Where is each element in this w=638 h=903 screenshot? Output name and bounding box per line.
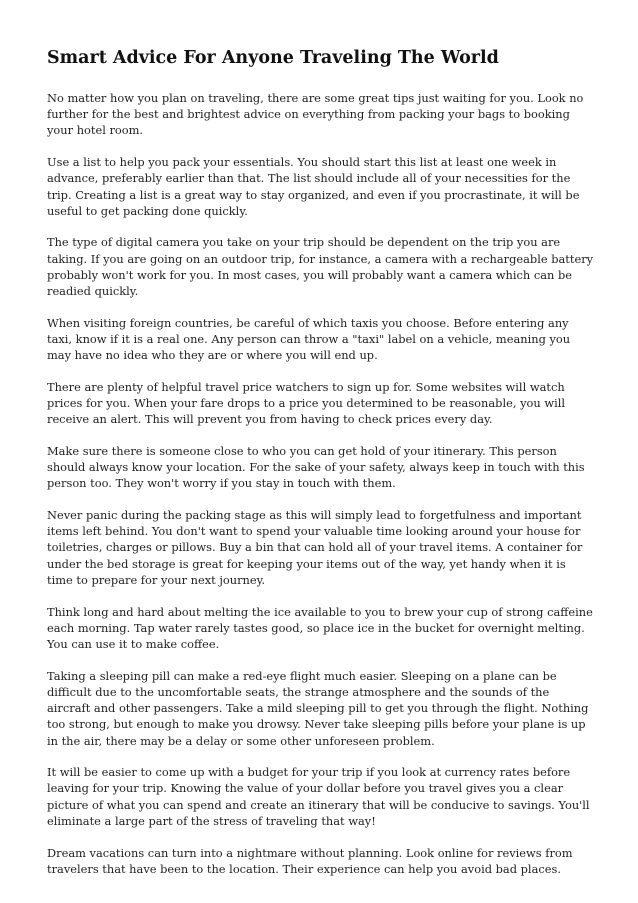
paragraph: There are plenty of helpful travel price watchers to sign up for. Some websites will watch prices for you. When your fare drops to a price you determined to be reasonable, you will receive an alert. This will prevent you from having to check prices every day. [47, 379, 566, 427]
paragraph: The type of digital camera you take on your trip should be dependent on the trip you are taking. If you are going on an outdoor trip, for instance, a camera with a rechargeable battery probably won't work for you. In most cases, you will probably want a camera which can be readied quickly. [47, 235, 594, 299]
document-page [47, 46, 595, 892]
paragraph: Dream vacations can turn into a nightmare without planning. Look online for reviews from travelers that have been to the location. Their experience can help you avoid bad places. [47, 845, 573, 876]
paragraph: When visiting foreign countries, be careful of which taxis you choose. Before entering any taxi, know if it is a real one. Any person can throw a "taxi" label on a vehicle, meaning you may have no idea who they are or where you will end up. [47, 315, 571, 363]
paragraph: It will be easier to come up with a budget for your trip if you look at currency rates before leaving for your trip. Knowing the value of your dollar before you travel gives you a clear picture of what you can spend and create an itinerary that will be conducive to savings. You'll eliminate a large part of the stress of traveling that way! [47, 765, 590, 828]
paragraph: Taking a sleeping pill can make a red-eye flight much easier. Sleeping on a plane can be difficult due to the uncomfortable seats, the strange atmosphere and the sounds of the aircraft and other passengers. Take a mild sleeping pill to get you through the flight. Nothing too strong, but enough to make you drowsy. Never take sleeping pills before your plane is up in the air, there may be a delay or some other unforeseen problem. [47, 668, 589, 748]
paragraph: Use a list to help you pack your essentials. You should start this list at least one week in advance, preferably earlier than that. The list should include all of your necessities for the trip. Creating a list is a great way to stay organized, and even if you procrastinate, it will be useful to get packing done quickly. [47, 155, 580, 218]
paragraph: Think long and hard about melting the ice available to you to brew your cup of strong caffeine each morning. Tap water rarely tastes good, so place ice in the bucket for overnight melting. You can use it to make coffee. [47, 604, 593, 651]
document-title: Smart Advice For Anyone Traveling The World [47, 48, 499, 68]
paragraph: Never panic during the packing stage as this will simply lead to forgetfulness and important items left behind. You don't want to spend your valuable time looking around your house for toiletries, charges or pillows. Buy a bin that can hold all of your travel items. A container for under the bed storage is great for keeping your items out of the way, yet handy when it is time to prepare for your next journey. [47, 508, 583, 587]
paragraph: No matter how you plan on traveling, there are some great tips just waiting for you. Look no further for the best and brightest advice on everything from packing your bags to booking your hotel room. [47, 91, 584, 138]
paragraph: Make sure there is someone close to who you can get hold of your itinerary. This person should always know your location. For the sake of your safety, always keep in touch with this person too. They won't worry if you stay in touch with them. [47, 443, 585, 491]
